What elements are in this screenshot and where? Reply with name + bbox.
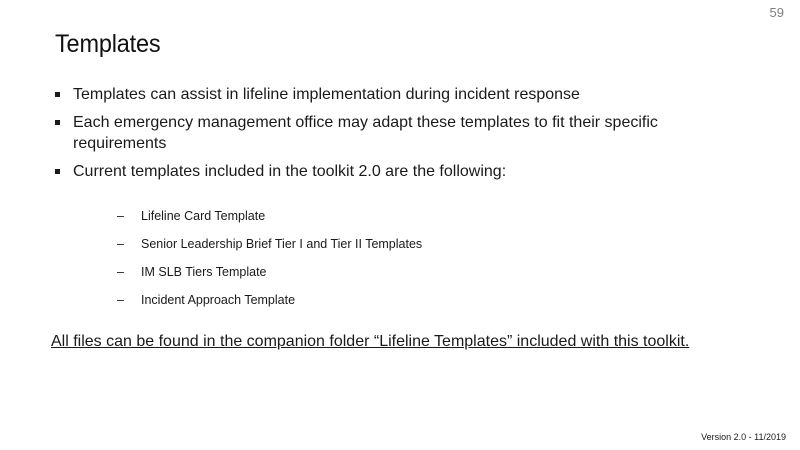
bullet-text: Current templates included in the toolkit 2.0 are the following:	[73, 163, 507, 180]
square-bullet-icon	[55, 92, 60, 97]
companion-folder-note: All files can be found in the companion folder “Lifeline Templates” included with this toolkit.	[51, 333, 690, 350]
page-number: 59	[769, 5, 784, 20]
template-item	[117, 208, 422, 236]
bullet-text: Templates can assist in lifeline implementation during incident response	[73, 86, 580, 103]
template-list	[117, 208, 422, 320]
bullet-item	[55, 84, 755, 105]
bullet-list	[55, 84, 755, 189]
template-name: Incident Approach Template	[141, 293, 296, 307]
template-name: IM SLB Tiers Template	[141, 265, 267, 279]
template-name: Lifeline Card Template	[141, 209, 266, 223]
slide-title: Templates	[55, 30, 161, 58]
dash-bullet-icon: –	[117, 265, 124, 279]
square-bullet-icon	[55, 120, 60, 125]
template-item	[117, 236, 422, 264]
square-bullet-icon	[55, 169, 60, 174]
dash-bullet-icon: –	[117, 209, 124, 223]
dash-bullet-icon: –	[117, 293, 124, 307]
template-item	[117, 264, 422, 292]
version-label: Version 2.0 - 11/2019	[701, 432, 786, 442]
bullet-item	[55, 112, 755, 154]
bullet-text: Each emergency management office may adapt these templates to fit their specific requirements	[73, 114, 658, 152]
template-item	[117, 292, 422, 320]
bullet-item	[55, 161, 755, 182]
dash-bullet-icon: –	[117, 237, 124, 251]
template-name: Senior Leadership Brief Tier I and Tier II Templates	[141, 237, 423, 251]
